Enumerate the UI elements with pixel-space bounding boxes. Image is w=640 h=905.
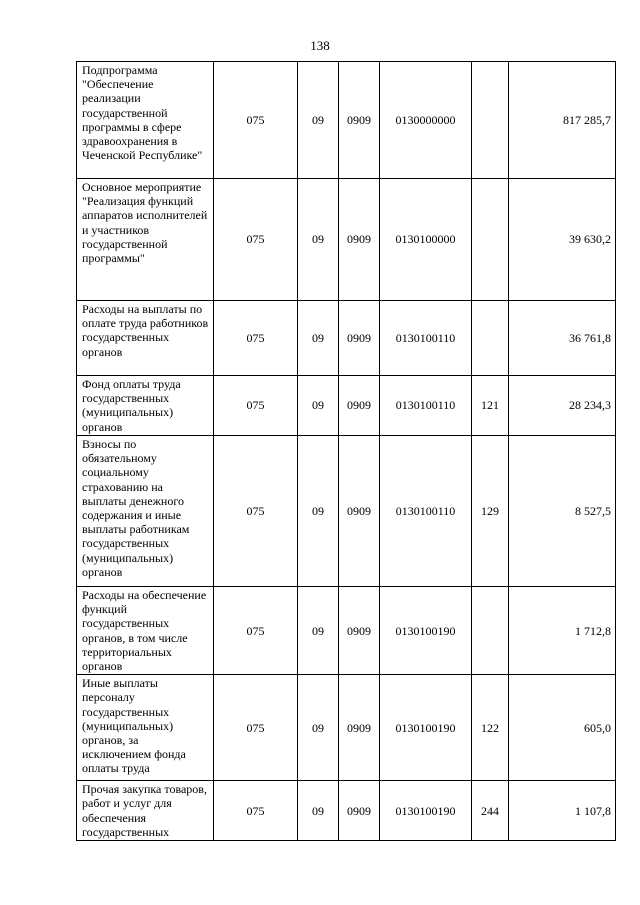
table-row — [77, 587, 616, 675]
row-name-cell: Иные выплаты персоналу государственных (муниципальных) органов, за исключением фонда оплаты труда — [77, 675, 214, 781]
amount-cell: 605,0 — [509, 675, 616, 781]
amount-cell: 39 630,2 — [509, 179, 616, 301]
subsection-code-cell: 0909 — [339, 301, 380, 376]
target-code-cell: 0130000000 — [380, 62, 472, 179]
section-code-cell: 09 — [298, 436, 339, 587]
table-row — [77, 675, 616, 781]
expense-type-cell — [472, 179, 509, 301]
table-row — [77, 62, 616, 179]
amount-cell: 817 285,7 — [509, 62, 616, 179]
expense-type-cell: 129 — [472, 436, 509, 587]
target-code-cell: 0130100110 — [380, 301, 472, 376]
subsection-code-cell: 0909 — [339, 62, 380, 179]
section-code-cell: 09 — [298, 781, 339, 841]
target-code-cell: 0130100190 — [380, 675, 472, 781]
section-code-cell: 09 — [298, 301, 339, 376]
budget-table — [76, 61, 616, 841]
section-code-cell: 09 — [298, 376, 339, 436]
subsection-code-cell: 0909 — [339, 436, 380, 587]
ministry-code-cell: 075 — [214, 376, 298, 436]
table-row — [77, 301, 616, 376]
expense-type-cell — [472, 62, 509, 179]
row-name-cell: Прочая закупка товаров, работ и услуг для обеспечения государственных — [77, 781, 214, 841]
ministry-code-cell: 075 — [214, 179, 298, 301]
row-name-cell: Расходы на выплаты по оплате труда работников государственных органов — [77, 301, 214, 376]
amount-cell: 1 712,8 — [509, 587, 616, 675]
table-row — [77, 179, 616, 301]
row-name-cell: Основное мероприятие "Реализация функций аппаратов исполнителей и участников государственной программы" — [77, 179, 214, 301]
section-code-cell: 09 — [298, 179, 339, 301]
amount-cell: 28 234,3 — [509, 376, 616, 436]
table-row — [77, 436, 616, 587]
section-code-cell: 09 — [298, 587, 339, 675]
amount-cell: 8 527,5 — [509, 436, 616, 587]
subsection-code-cell: 0909 — [339, 376, 380, 436]
expense-type-cell: 121 — [472, 376, 509, 436]
ministry-code-cell: 075 — [214, 436, 298, 587]
target-code-cell: 0130100190 — [380, 781, 472, 841]
row-name-cell: Взносы по обязательному социальному страхованию на выплаты денежного содержания и иные выплаты работникам государственных (муниципальных) органов — [77, 436, 214, 587]
subsection-code-cell: 0909 — [339, 781, 380, 841]
expense-type-cell — [472, 587, 509, 675]
target-code-cell: 0130100190 — [380, 587, 472, 675]
target-code-cell: 0130100000 — [380, 179, 472, 301]
expense-type-cell: 244 — [472, 781, 509, 841]
subsection-code-cell: 0909 — [339, 179, 380, 301]
section-code-cell: 09 — [298, 675, 339, 781]
subsection-code-cell: 0909 — [339, 587, 380, 675]
subsection-code-cell: 0909 — [339, 675, 380, 781]
row-name-cell: Подпрограмма "Обеспечение реализации государственной программы в сфере здравоохранения в Чеченской Республике" — [77, 62, 214, 179]
row-name-cell: Расходы на обеспечение функций государственных органов, в том числе территориальных органов — [77, 587, 214, 675]
ministry-code-cell: 075 — [214, 675, 298, 781]
expense-type-cell — [472, 301, 509, 376]
ministry-code-cell: 075 — [214, 62, 298, 179]
expense-type-cell: 122 — [472, 675, 509, 781]
amount-cell: 36 761,8 — [509, 301, 616, 376]
page-number: 138 — [310, 38, 330, 53]
table-row — [77, 781, 616, 841]
ministry-code-cell: 075 — [214, 301, 298, 376]
ministry-code-cell: 075 — [214, 587, 298, 675]
amount-cell: 1 107,8 — [509, 781, 616, 841]
table-row — [77, 376, 616, 436]
target-code-cell: 0130100110 — [380, 376, 472, 436]
ministry-code-cell: 075 — [214, 781, 298, 841]
target-code-cell: 0130100110 — [380, 436, 472, 587]
section-code-cell: 09 — [298, 62, 339, 179]
row-name-cell: Фонд оплаты труда государственных (муниципальных) органов — [77, 376, 214, 436]
